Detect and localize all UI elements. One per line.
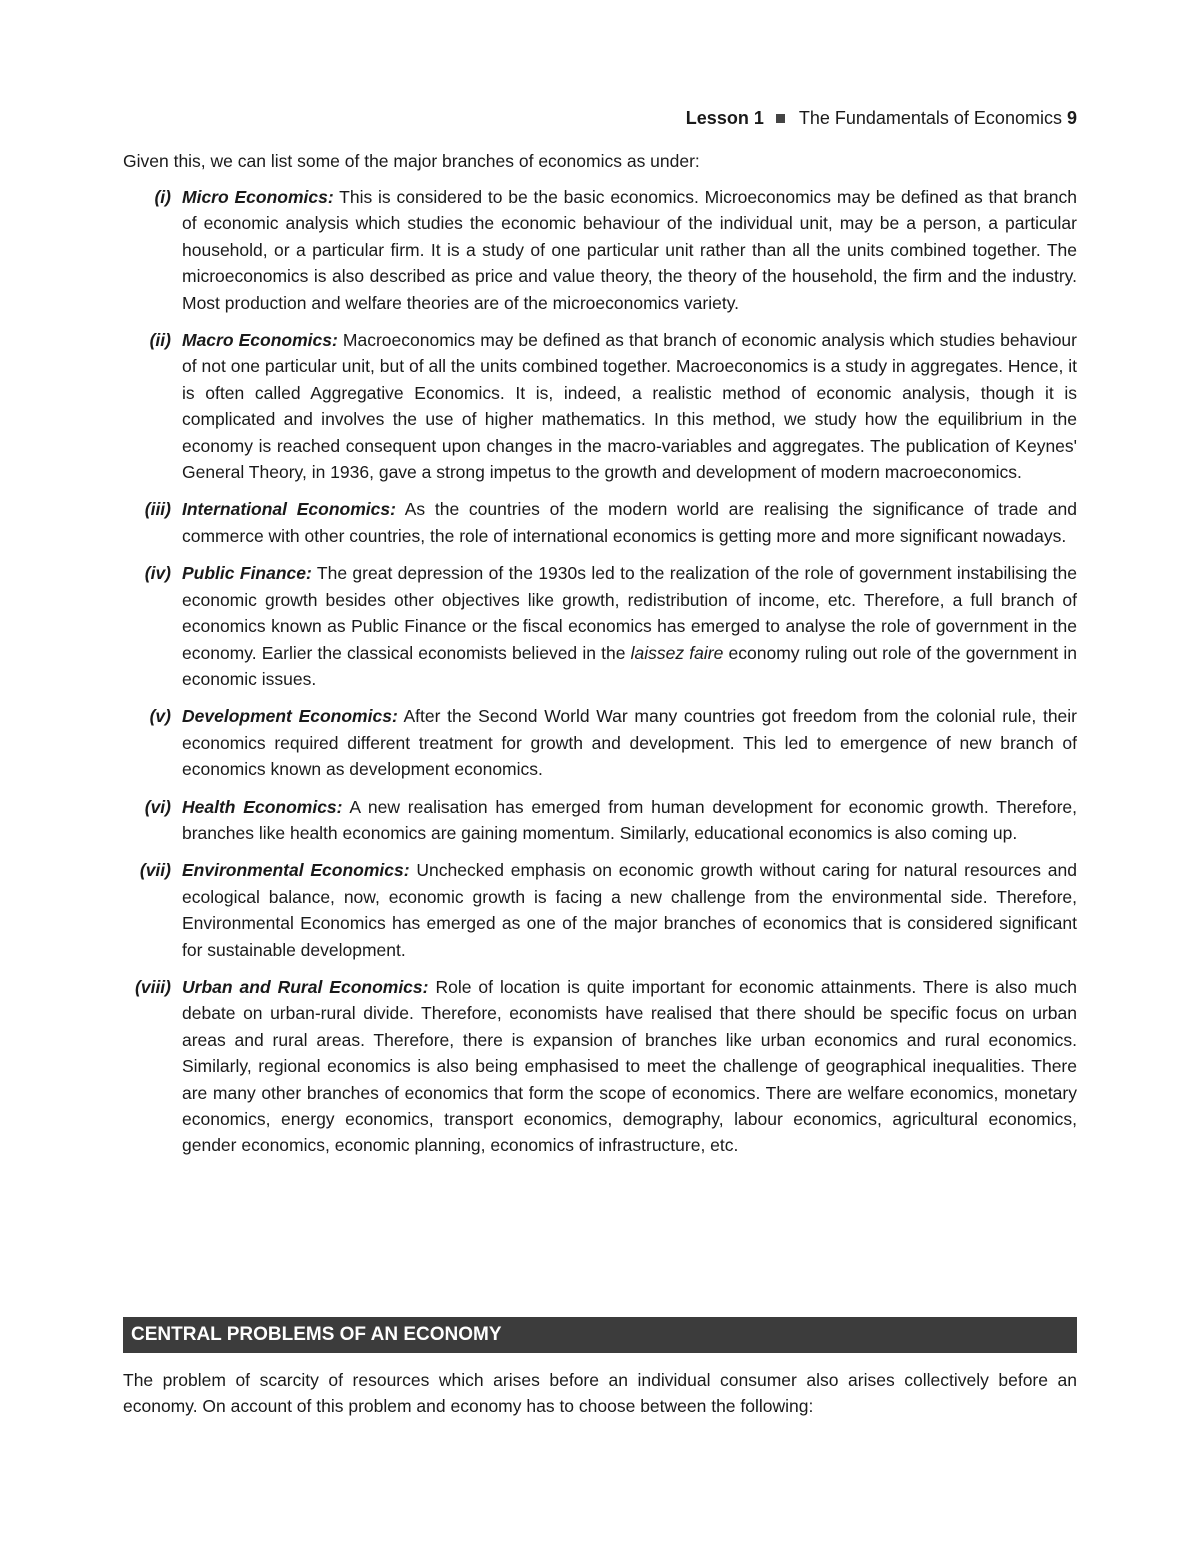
item-text: Macroeconomics may be defined as that branch of economic analysis which studies behaviour of not one particular unit, but of all the units combined together. Macroeconomics is a study in aggregates. Hence, it is often called Aggregative Economics. It is, indeed, a realistic method of economic analysis, though it is complicated and involves the use of higher mathematics. In this method, we study how the equilibrium in the economy is reached consequent upon changes in the macro-variables and aggregates. The publication of Keynes' General Theory, in 1936, gave a strong impetus to the growth and development of modern macroeconomics. (182, 330, 1077, 483)
branch-item-micro (123, 184, 1077, 316)
item-text: As the countries of the modern world are realising the significance of trade and commerce with other countries, the role of international economics is getting more and more significant nowadays. (182, 499, 1077, 546)
item-body (182, 974, 1077, 1159)
item-number: (iii) (144, 499, 171, 520)
section-heading: CENTRAL PROBLEMS OF AN ECONOMY (123, 1317, 1077, 1353)
item-text: After the Second World War many countries got freedom from the colonial rule, their economics required different treatment for growth and development. This led to emergence of new branch of economics known as development economics. (182, 706, 1077, 780)
item-body (182, 703, 1077, 782)
branch-item-public-finance (123, 560, 1077, 692)
item-text: This is considered to be the basic economics. Microeconomics may be defined as that branch of economic analysis which studies the economic behaviour of the individual unit, may be a person, a particular household, or a particular firm. It is a study of one particular unit rather than all the units combined together. The microeconomics is also described as price and value theory, the theory of the household, the firm and the industry. Most production and welfare theories are of the microeconomics variety. (182, 187, 1077, 313)
page-number: 9 (1066, 108, 1077, 128)
item-number: (i) (154, 187, 171, 207)
item-body (182, 327, 1077, 485)
item-body (182, 496, 1077, 549)
item-number: (vi) (144, 796, 171, 817)
item-term: Development Economics: (182, 706, 398, 727)
item-body (182, 560, 1077, 692)
item-term: Macro Economics: (182, 330, 338, 351)
item-term: International Economics: (182, 499, 396, 520)
square-bullet-icon (776, 114, 785, 123)
branch-item-urban-rural (123, 974, 1077, 1159)
branch-item-international (123, 496, 1077, 549)
item-number: (viii) (135, 976, 171, 997)
item-term: Micro Economics: (182, 187, 334, 207)
item-body (182, 857, 1077, 963)
item-number: (v) (149, 706, 171, 727)
italic-term: laissez faire (630, 642, 724, 663)
running-header (686, 106, 1077, 130)
chapter-title: The Fundamentals of Economics (798, 108, 1062, 128)
item-body (182, 794, 1077, 847)
item-term: Environmental Economics: (182, 860, 410, 881)
branch-item-environmental (123, 857, 1077, 963)
branch-item-development (123, 703, 1077, 782)
item-term: Health Economics: (182, 796, 343, 817)
item-term: Public Finance: (182, 563, 312, 584)
item-text-after: economy ruling out role of the government in economic issues. (182, 642, 1077, 689)
branch-item-macro (123, 327, 1077, 485)
item-text: A new realisation has emerged from human development for economic growth. Therefore, branches like health economics are gaining momentum. Similarly, educational economics is also coming up. (182, 796, 1078, 843)
intro-text: Given this, we can list some of the major branches of economics as under: (123, 151, 700, 171)
section-paragraph: The problem of scarcity of resources which arises before an individual consumer also arises collectively before an economy. On account of this problem and economy has to choose between the following: (123, 1370, 1077, 1417)
item-number: (iv) (144, 563, 171, 584)
item-body (182, 184, 1077, 316)
lesson-label: Lesson 1 (685, 108, 764, 128)
item-text: Role of location is quite important for economic attainments. There is also much debate on urban-rural divide. Therefore, economists have realised that there should be specific focus on urban areas and rural areas. Therefore, there is expansion of branches like urban economics and rural economics. Similarly, regional economics is also being emphasised to meet the challenge of geographical inequalities. There are many other branches of economics that form the scope of economics. There are welfare economics, monetary economics, energy economics, transport economics, demography, labour economics, agricultural economics, gender economics, economic planning, economics of infrastructure, etc. (182, 976, 1077, 1156)
item-number: (vii) (139, 860, 171, 881)
branch-item-health (123, 794, 1077, 847)
item-number: (ii) (149, 330, 171, 351)
item-term: Urban and Rural Economics: (182, 976, 429, 997)
item-text: The great depression of the 1930s led to the realization of the role of government instabilising the economic growth besides other objectives like growth, redistribution of income, etc. Therefore, a full branch of economics known as Public Finance or the fiscal economics has emerged to analyse the role of government in the economy. Earlier the classical economists believed in the (182, 563, 1078, 663)
item-text: Unchecked emphasis on economic growth without caring for natural resources and ecological balance, now, economic growth is facing a new challenge from the environmental side. Therefore, Environmental Economics has emerged as one of the major branches of economics that is considered significant for sustainable development. (182, 860, 1077, 960)
branches-list (123, 184, 1077, 1170)
